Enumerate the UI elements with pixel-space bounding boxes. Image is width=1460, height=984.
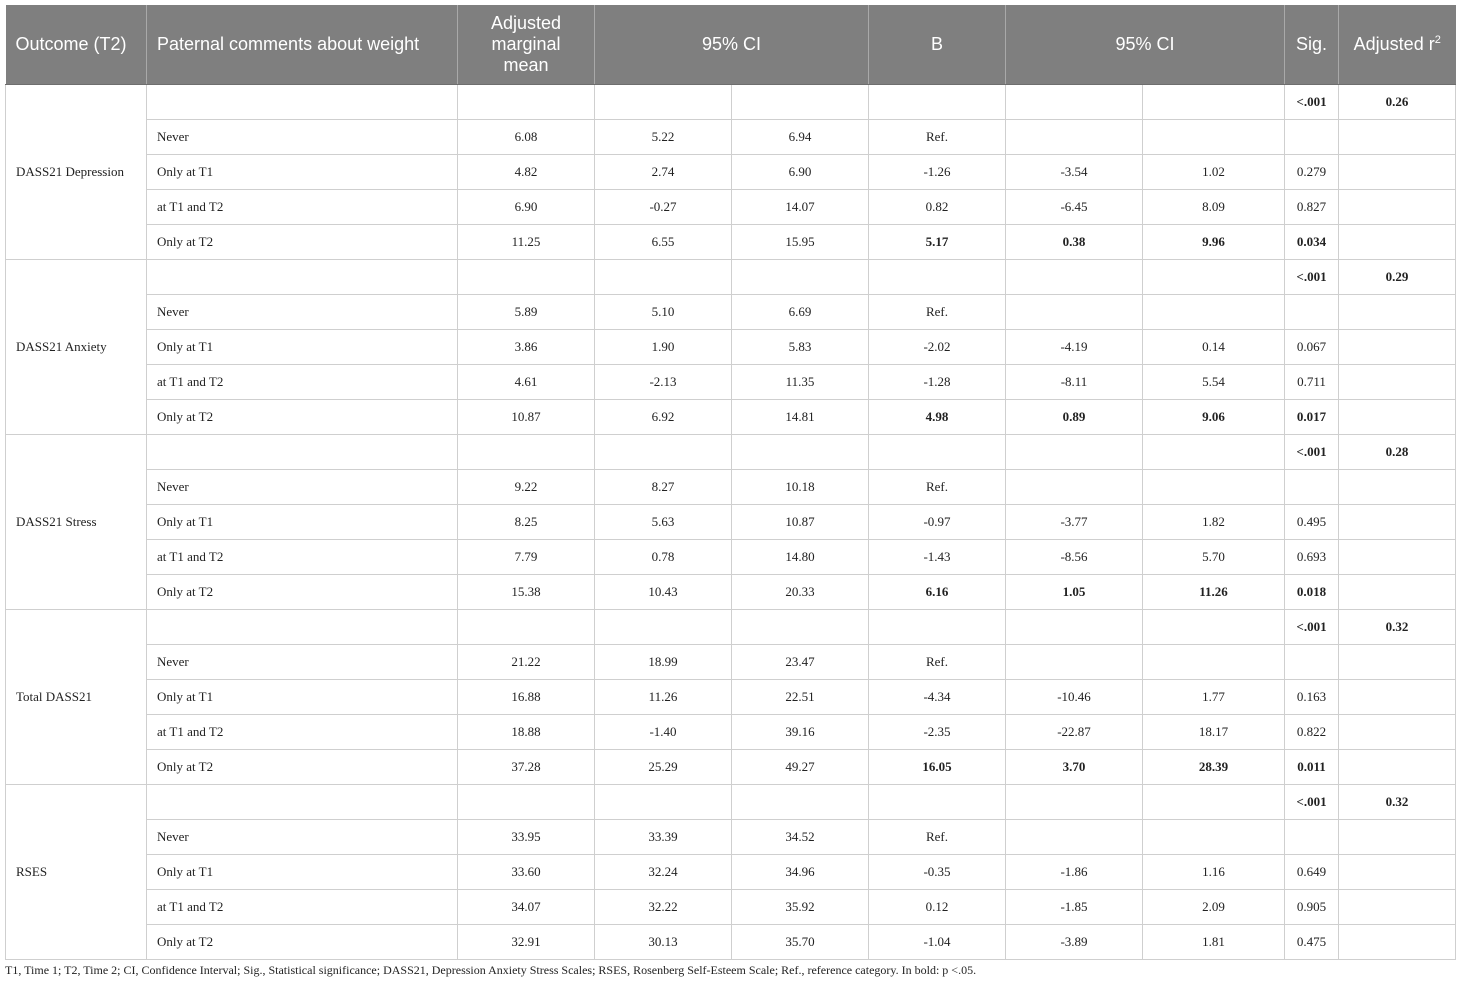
b-cell: 4.98 bbox=[869, 400, 1006, 435]
sig-cell bbox=[1285, 820, 1339, 855]
table-row bbox=[6, 155, 1456, 190]
b-ci-upper-cell: 9.06 bbox=[1143, 400, 1285, 435]
header-amm-line1: Adjusted bbox=[490, 13, 562, 33]
empty-cell bbox=[1339, 225, 1456, 260]
table-row bbox=[6, 120, 1456, 155]
b-ci-upper-cell bbox=[1143, 470, 1285, 505]
ci-lower-cell: 30.13 bbox=[595, 925, 732, 960]
adjusted-mean-cell: 4.61 bbox=[458, 365, 595, 400]
table-row bbox=[6, 820, 1456, 855]
b-cell: -0.35 bbox=[869, 855, 1006, 890]
adjusted-mean-cell: 37.28 bbox=[458, 750, 595, 785]
model-sig-cell: <.001 bbox=[1285, 435, 1339, 470]
header-sig: Sig. bbox=[1285, 5, 1339, 85]
sig-cell: 0.905 bbox=[1285, 890, 1339, 925]
header-paternal-comments: Paternal comments about weight bbox=[147, 5, 458, 85]
b-ci-lower-cell: -22.87 bbox=[1006, 715, 1143, 750]
empty-cell bbox=[147, 85, 458, 120]
empty-cell bbox=[458, 85, 595, 120]
ci-lower-cell: 5.63 bbox=[595, 505, 732, 540]
empty-cell bbox=[1339, 540, 1456, 575]
table-header bbox=[6, 5, 1456, 85]
adjusted-mean-cell: 6.08 bbox=[458, 120, 595, 155]
b-ci-lower-cell: -1.85 bbox=[1006, 890, 1143, 925]
ci-lower-cell: -0.27 bbox=[595, 190, 732, 225]
adjusted-mean-cell: 8.25 bbox=[458, 505, 595, 540]
ci-lower-cell: 0.78 bbox=[595, 540, 732, 575]
header-amm-line3: mean bbox=[503, 55, 549, 75]
b-cell: -2.35 bbox=[869, 715, 1006, 750]
empty-cell bbox=[1339, 575, 1456, 610]
table-row bbox=[6, 470, 1456, 505]
ci-upper-cell: 11.35 bbox=[732, 365, 869, 400]
empty-cell bbox=[1006, 85, 1143, 120]
adjusted-mean-cell: 34.07 bbox=[458, 890, 595, 925]
b-cell: -1.28 bbox=[869, 365, 1006, 400]
sig-cell bbox=[1285, 645, 1339, 680]
empty-cell bbox=[147, 785, 458, 820]
empty-cell bbox=[869, 785, 1006, 820]
table-row bbox=[6, 645, 1456, 680]
ci-lower-cell: 5.10 bbox=[595, 295, 732, 330]
empty-cell bbox=[1339, 190, 1456, 225]
comment-category-cell: Never bbox=[147, 295, 458, 330]
adjusted-mean-cell: 18.88 bbox=[458, 715, 595, 750]
b-cell: Ref. bbox=[869, 820, 1006, 855]
empty-cell bbox=[1339, 120, 1456, 155]
ci-lower-cell: -2.13 bbox=[595, 365, 732, 400]
b-cell: -1.26 bbox=[869, 155, 1006, 190]
sig-cell bbox=[1285, 120, 1339, 155]
b-ci-upper-cell: 1.81 bbox=[1143, 925, 1285, 960]
empty-cell bbox=[1006, 785, 1143, 820]
b-ci-upper-cell: 9.96 bbox=[1143, 225, 1285, 260]
b-ci-upper-cell: 28.39 bbox=[1143, 750, 1285, 785]
b-ci-lower-cell: -10.46 bbox=[1006, 680, 1143, 715]
b-ci-upper-cell: 11.26 bbox=[1143, 575, 1285, 610]
ci-lower-cell: 5.22 bbox=[595, 120, 732, 155]
empty-cell bbox=[1143, 260, 1285, 295]
model-sig-cell: <.001 bbox=[1285, 610, 1339, 645]
sig-cell: 0.827 bbox=[1285, 190, 1339, 225]
table-row bbox=[6, 330, 1456, 365]
adjusted-mean-cell: 5.89 bbox=[458, 295, 595, 330]
comment-category-cell: Only at T2 bbox=[147, 225, 458, 260]
header-row bbox=[6, 5, 1456, 85]
table-row bbox=[6, 190, 1456, 225]
ci-upper-cell: 10.87 bbox=[732, 505, 869, 540]
b-ci-upper-cell bbox=[1143, 120, 1285, 155]
comment-category-cell: Only at T2 bbox=[147, 575, 458, 610]
b-ci-upper-cell: 18.17 bbox=[1143, 715, 1285, 750]
sig-cell: 0.495 bbox=[1285, 505, 1339, 540]
b-ci-lower-cell: 1.05 bbox=[1006, 575, 1143, 610]
b-ci-upper-cell: 5.70 bbox=[1143, 540, 1285, 575]
table-row bbox=[6, 400, 1456, 435]
b-ci-upper-cell bbox=[1143, 820, 1285, 855]
sig-cell: 0.711 bbox=[1285, 365, 1339, 400]
empty-cell bbox=[1339, 400, 1456, 435]
adjusted-mean-cell: 21.22 bbox=[458, 645, 595, 680]
table-row bbox=[6, 225, 1456, 260]
table-row bbox=[6, 505, 1456, 540]
table-row bbox=[6, 365, 1456, 400]
empty-cell bbox=[458, 260, 595, 295]
empty-cell bbox=[147, 260, 458, 295]
adjusted-mean-cell: 7.79 bbox=[458, 540, 595, 575]
model-summary-row bbox=[6, 435, 1456, 470]
ci-upper-cell: 39.16 bbox=[732, 715, 869, 750]
b-cell: 16.05 bbox=[869, 750, 1006, 785]
table-body bbox=[6, 85, 1456, 960]
empty-cell bbox=[147, 435, 458, 470]
ci-upper-cell: 6.90 bbox=[732, 155, 869, 190]
empty-cell bbox=[1339, 750, 1456, 785]
sig-cell: 0.475 bbox=[1285, 925, 1339, 960]
adjusted-mean-cell: 6.90 bbox=[458, 190, 595, 225]
table-footnote: T1, Time 1; T2, Time 2; CI, Confidence Interval; Sig., Statistical significance; DASS21, Depression Anxiety Stress Scales; RSES, Rosenberg Self-Esteem Scale; Ref., reference category. In bold: p <.05. bbox=[5, 963, 977, 977]
table-row bbox=[6, 295, 1456, 330]
table-row bbox=[6, 540, 1456, 575]
b-ci-lower-cell bbox=[1006, 295, 1143, 330]
empty-cell bbox=[1339, 330, 1456, 365]
empty-cell bbox=[458, 785, 595, 820]
empty-cell bbox=[595, 260, 732, 295]
comment-category-cell: Never bbox=[147, 120, 458, 155]
results-table bbox=[5, 5, 1456, 960]
b-ci-upper-cell: 1.77 bbox=[1143, 680, 1285, 715]
b-cell: -0.97 bbox=[869, 505, 1006, 540]
b-ci-lower-cell: -8.11 bbox=[1006, 365, 1143, 400]
empty-cell bbox=[458, 610, 595, 645]
table-row bbox=[6, 715, 1456, 750]
sig-cell: 0.034 bbox=[1285, 225, 1339, 260]
ci-upper-cell: 10.18 bbox=[732, 470, 869, 505]
b-cell: -4.34 bbox=[869, 680, 1006, 715]
ci-upper-cell: 35.70 bbox=[732, 925, 869, 960]
b-cell: -2.02 bbox=[869, 330, 1006, 365]
ci-lower-cell: 6.55 bbox=[595, 225, 732, 260]
comment-category-cell: Never bbox=[147, 820, 458, 855]
outcome-label: DASS21 Stress bbox=[6, 435, 147, 610]
comment-category-cell: Only at T1 bbox=[147, 330, 458, 365]
empty-cell bbox=[595, 85, 732, 120]
table-row bbox=[6, 750, 1456, 785]
ci-upper-cell: 34.52 bbox=[732, 820, 869, 855]
outcome-label: DASS21 Depression bbox=[6, 85, 147, 260]
comment-category-cell: at T1 and T2 bbox=[147, 715, 458, 750]
empty-cell bbox=[732, 85, 869, 120]
b-cell: 5.17 bbox=[869, 225, 1006, 260]
b-ci-upper-cell: 2.09 bbox=[1143, 890, 1285, 925]
model-summary-row bbox=[6, 785, 1456, 820]
empty-cell bbox=[1339, 925, 1456, 960]
empty-cell bbox=[147, 610, 458, 645]
empty-cell bbox=[732, 610, 869, 645]
comment-category-cell: at T1 and T2 bbox=[147, 890, 458, 925]
ci-upper-cell: 6.69 bbox=[732, 295, 869, 330]
outcome-label: RSES bbox=[6, 785, 147, 960]
b-ci-lower-cell bbox=[1006, 470, 1143, 505]
b-ci-upper-cell bbox=[1143, 645, 1285, 680]
header-b: B bbox=[869, 5, 1006, 85]
empty-cell bbox=[1143, 785, 1285, 820]
empty-cell bbox=[1006, 260, 1143, 295]
empty-cell bbox=[1006, 610, 1143, 645]
b-ci-lower-cell bbox=[1006, 120, 1143, 155]
ci-upper-cell: 23.47 bbox=[732, 645, 869, 680]
adjusted-mean-cell: 4.82 bbox=[458, 155, 595, 190]
b-ci-upper-cell: 1.82 bbox=[1143, 505, 1285, 540]
b-ci-lower-cell: -6.45 bbox=[1006, 190, 1143, 225]
ci-upper-cell: 20.33 bbox=[732, 575, 869, 610]
header-amm-line2: marginal bbox=[491, 34, 561, 54]
comment-category-cell: at T1 and T2 bbox=[147, 540, 458, 575]
b-ci-lower-cell: 0.89 bbox=[1006, 400, 1143, 435]
empty-cell bbox=[1339, 295, 1456, 330]
ci-upper-cell: 14.80 bbox=[732, 540, 869, 575]
ci-lower-cell: -1.40 bbox=[595, 715, 732, 750]
adjusted-mean-cell: 15.38 bbox=[458, 575, 595, 610]
model-sig-cell: <.001 bbox=[1285, 260, 1339, 295]
ci-lower-cell: 11.26 bbox=[595, 680, 732, 715]
comment-category-cell: Only at T1 bbox=[147, 155, 458, 190]
empty-cell bbox=[1339, 680, 1456, 715]
adjusted-mean-cell: 9.22 bbox=[458, 470, 595, 505]
table-row bbox=[6, 575, 1456, 610]
sig-cell: 0.693 bbox=[1285, 540, 1339, 575]
empty-cell bbox=[595, 785, 732, 820]
model-summary-row bbox=[6, 260, 1456, 295]
empty-cell bbox=[1339, 890, 1456, 925]
ci-upper-cell: 22.51 bbox=[732, 680, 869, 715]
comment-category-cell: Only at T1 bbox=[147, 680, 458, 715]
sig-cell: 0.018 bbox=[1285, 575, 1339, 610]
b-cell: 0.12 bbox=[869, 890, 1006, 925]
b-cell: 6.16 bbox=[869, 575, 1006, 610]
b-cell: Ref. bbox=[869, 295, 1006, 330]
b-ci-lower-cell bbox=[1006, 820, 1143, 855]
ci-lower-cell: 33.39 bbox=[595, 820, 732, 855]
empty-cell bbox=[1143, 610, 1285, 645]
empty-cell bbox=[1339, 645, 1456, 680]
ci-lower-cell: 32.22 bbox=[595, 890, 732, 925]
ci-lower-cell: 25.29 bbox=[595, 750, 732, 785]
sig-cell: 0.279 bbox=[1285, 155, 1339, 190]
b-cell: -1.04 bbox=[869, 925, 1006, 960]
model-r2-cell: 0.26 bbox=[1339, 85, 1456, 120]
empty-cell bbox=[869, 260, 1006, 295]
table-row bbox=[6, 890, 1456, 925]
b-cell: Ref. bbox=[869, 470, 1006, 505]
b-ci-lower-cell bbox=[1006, 645, 1143, 680]
empty-cell bbox=[1143, 435, 1285, 470]
empty-cell bbox=[1339, 155, 1456, 190]
b-ci-upper-cell: 0.14 bbox=[1143, 330, 1285, 365]
outcome-label: DASS21 Anxiety bbox=[6, 260, 147, 435]
header-adjusted-r-superscript: 2 bbox=[1434, 34, 1441, 46]
model-r2-cell: 0.32 bbox=[1339, 610, 1456, 645]
empty-cell bbox=[458, 435, 595, 470]
header-outcome: Outcome (T2) bbox=[6, 5, 147, 85]
adjusted-mean-cell: 11.25 bbox=[458, 225, 595, 260]
table-row bbox=[6, 925, 1456, 960]
empty-cell bbox=[1339, 820, 1456, 855]
ci-upper-cell: 14.81 bbox=[732, 400, 869, 435]
ci-lower-cell: 32.24 bbox=[595, 855, 732, 890]
empty-cell bbox=[595, 435, 732, 470]
header-adjusted-r2 bbox=[1339, 5, 1456, 85]
sig-cell bbox=[1285, 470, 1339, 505]
b-ci-lower-cell: -3.89 bbox=[1006, 925, 1143, 960]
table-row bbox=[6, 855, 1456, 890]
model-sig-cell: <.001 bbox=[1285, 85, 1339, 120]
sig-cell: 0.649 bbox=[1285, 855, 1339, 890]
empty-cell bbox=[1339, 715, 1456, 750]
results-table-container bbox=[5, 5, 1455, 960]
empty-cell bbox=[1339, 365, 1456, 400]
header-adjusted-marginal-mean bbox=[458, 5, 595, 85]
adjusted-mean-cell: 3.86 bbox=[458, 330, 595, 365]
outcome-label: Total DASS21 bbox=[6, 610, 147, 785]
model-summary-row bbox=[6, 85, 1456, 120]
b-ci-lower-cell: 3.70 bbox=[1006, 750, 1143, 785]
empty-cell bbox=[595, 610, 732, 645]
b-ci-upper-cell bbox=[1143, 295, 1285, 330]
ci-upper-cell: 35.92 bbox=[732, 890, 869, 925]
adjusted-mean-cell: 16.88 bbox=[458, 680, 595, 715]
b-ci-lower-cell: -3.54 bbox=[1006, 155, 1143, 190]
empty-cell bbox=[732, 435, 869, 470]
sig-cell: 0.067 bbox=[1285, 330, 1339, 365]
model-r2-cell: 0.32 bbox=[1339, 785, 1456, 820]
model-r2-cell: 0.28 bbox=[1339, 435, 1456, 470]
b-cell: 0.82 bbox=[869, 190, 1006, 225]
adjusted-mean-cell: 10.87 bbox=[458, 400, 595, 435]
ci-upper-cell: 6.94 bbox=[732, 120, 869, 155]
comment-category-cell: Only at T2 bbox=[147, 925, 458, 960]
adjusted-mean-cell: 32.91 bbox=[458, 925, 595, 960]
comment-category-cell: Only at T1 bbox=[147, 505, 458, 540]
b-ci-lower-cell: -3.77 bbox=[1006, 505, 1143, 540]
adjusted-mean-cell: 33.95 bbox=[458, 820, 595, 855]
ci-lower-cell: 2.74 bbox=[595, 155, 732, 190]
model-summary-row bbox=[6, 610, 1456, 645]
ci-upper-cell: 15.95 bbox=[732, 225, 869, 260]
b-cell: -1.43 bbox=[869, 540, 1006, 575]
b-ci-lower-cell: -8.56 bbox=[1006, 540, 1143, 575]
b-cell: Ref. bbox=[869, 120, 1006, 155]
empty-cell bbox=[732, 260, 869, 295]
ci-lower-cell: 18.99 bbox=[595, 645, 732, 680]
sig-cell: 0.163 bbox=[1285, 680, 1339, 715]
empty-cell bbox=[1339, 470, 1456, 505]
b-ci-upper-cell: 5.54 bbox=[1143, 365, 1285, 400]
sig-cell bbox=[1285, 295, 1339, 330]
empty-cell bbox=[1143, 85, 1285, 120]
ci-upper-cell: 14.07 bbox=[732, 190, 869, 225]
b-ci-upper-cell: 1.02 bbox=[1143, 155, 1285, 190]
model-sig-cell: <.001 bbox=[1285, 785, 1339, 820]
empty-cell bbox=[732, 785, 869, 820]
empty-cell bbox=[1006, 435, 1143, 470]
header-ci-mean: 95% CI bbox=[595, 5, 869, 85]
empty-cell bbox=[1339, 855, 1456, 890]
sig-cell: 0.822 bbox=[1285, 715, 1339, 750]
b-ci-lower-cell: 0.38 bbox=[1006, 225, 1143, 260]
ci-lower-cell: 8.27 bbox=[595, 470, 732, 505]
comment-category-cell: at T1 and T2 bbox=[147, 190, 458, 225]
empty-cell bbox=[869, 85, 1006, 120]
ci-upper-cell: 49.27 bbox=[732, 750, 869, 785]
b-cell: Ref. bbox=[869, 645, 1006, 680]
b-ci-upper-cell: 1.16 bbox=[1143, 855, 1285, 890]
sig-cell: 0.011 bbox=[1285, 750, 1339, 785]
ci-upper-cell: 5.83 bbox=[732, 330, 869, 365]
b-ci-upper-cell: 8.09 bbox=[1143, 190, 1285, 225]
sig-cell: 0.017 bbox=[1285, 400, 1339, 435]
b-ci-lower-cell: -1.86 bbox=[1006, 855, 1143, 890]
table-row bbox=[6, 680, 1456, 715]
model-r2-cell: 0.29 bbox=[1339, 260, 1456, 295]
header-adjusted-r-text: Adjusted r bbox=[1353, 34, 1435, 54]
comment-category-cell: Only at T2 bbox=[147, 400, 458, 435]
adjusted-mean-cell: 33.60 bbox=[458, 855, 595, 890]
empty-cell bbox=[1339, 505, 1456, 540]
empty-cell bbox=[869, 610, 1006, 645]
ci-lower-cell: 1.90 bbox=[595, 330, 732, 365]
empty-cell bbox=[869, 435, 1006, 470]
comment-category-cell: Only at T1 bbox=[147, 855, 458, 890]
comment-category-cell: Only at T2 bbox=[147, 750, 458, 785]
ci-lower-cell: 10.43 bbox=[595, 575, 732, 610]
header-ci-b: 95% CI bbox=[1006, 5, 1285, 85]
ci-lower-cell: 6.92 bbox=[595, 400, 732, 435]
comment-category-cell: at T1 and T2 bbox=[147, 365, 458, 400]
b-ci-lower-cell: -4.19 bbox=[1006, 330, 1143, 365]
comment-category-cell: Never bbox=[147, 470, 458, 505]
ci-upper-cell: 34.96 bbox=[732, 855, 869, 890]
comment-category-cell: Never bbox=[147, 645, 458, 680]
